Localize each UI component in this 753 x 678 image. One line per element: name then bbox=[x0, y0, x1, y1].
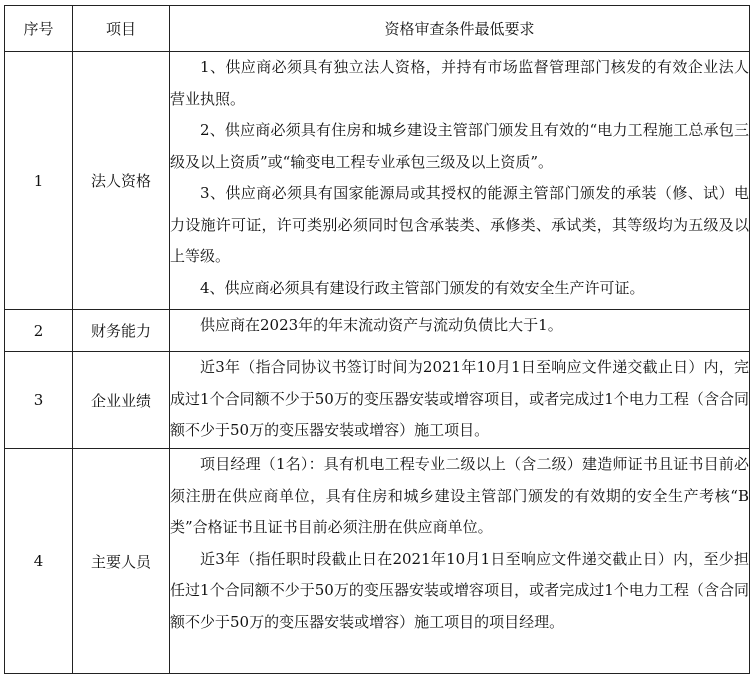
row-requirement bbox=[170, 52, 750, 310]
row-number: 2 bbox=[5, 310, 73, 352]
requirement-paragraph: 近3年（指合同协议书签订时间为2021年10月1日至响应文件递交截止日）内，完成过1个合同额不少于50万的变压器安装或增容项目，或者完成过1个电力工程（含合同额不少于50万的变压器安装或增容）施工项目。 bbox=[170, 358, 749, 439]
row-number: 4 bbox=[5, 449, 73, 674]
table-row bbox=[5, 449, 750, 674]
header-requirement: 资格审查条件最低要求 bbox=[170, 6, 750, 52]
row-item: 企业业绩 bbox=[73, 352, 170, 449]
requirement-paragraph: 3、供应商必须具有国家能源局或其授权的能源主管部门颁发的承装（修、试）电力设施许可证，许可类别必须同时包含承装类、承修类、承试类，其等级均为五级及以上等级。 bbox=[170, 184, 749, 265]
row-item: 法人资格 bbox=[73, 52, 170, 310]
row-number: 3 bbox=[5, 352, 73, 449]
qualification-table bbox=[4, 5, 750, 674]
row-number: 1 bbox=[5, 52, 73, 310]
row-item: 财务能力 bbox=[73, 310, 170, 352]
requirement-paragraph: 2、供应商必须具有住房和城乡建设主管部门颁发且有效的“电力工程施工总承包三级及以上资质”或“输变电工程专业承包三级及以上资质”。 bbox=[170, 121, 749, 171]
requirement-paragraph: 4、供应商必须具有建设行政主管部门颁发的有效安全生产许可证。 bbox=[200, 278, 645, 297]
table-header-row bbox=[5, 6, 750, 52]
table-row bbox=[5, 52, 750, 310]
row-requirement bbox=[170, 449, 750, 674]
header-no: 序号 bbox=[5, 6, 73, 52]
requirement-paragraph: 近3年（指任职时段截止日在2021年10月1日至响应文件递交截止日）内，至少担任过1个合同额不少于50万的变压器安装或增容项目，或者完成过1个电力工程（含合同额不少于50万的变压器安装或增容）施工项目的项目经理。 bbox=[170, 549, 749, 631]
requirement-paragraph: 项目经理（1名）：具有机电工程专业二级以上（含二级）建造师证书且证书目前必须注册在供应商单位，具有住房和城乡建设主管部门颁发的有效期的安全生产考核“B类”合格证书且证书目前必须注册在供应商单位。 bbox=[170, 455, 749, 536]
table-row bbox=[5, 352, 750, 449]
requirement-paragraph: 供应商在2023年的年末流动资产与流动负债比大于1。 bbox=[200, 316, 563, 334]
row-requirement bbox=[170, 310, 750, 352]
requirement-paragraph: 1、供应商必须具有独立法人资格，并持有市场监督管理部门核发的有效企业法人营业执照。 bbox=[170, 58, 749, 108]
row-requirement bbox=[170, 352, 750, 449]
header-item: 项目 bbox=[73, 6, 170, 52]
table-row bbox=[5, 310, 750, 352]
row-item: 主要人员 bbox=[73, 449, 170, 674]
